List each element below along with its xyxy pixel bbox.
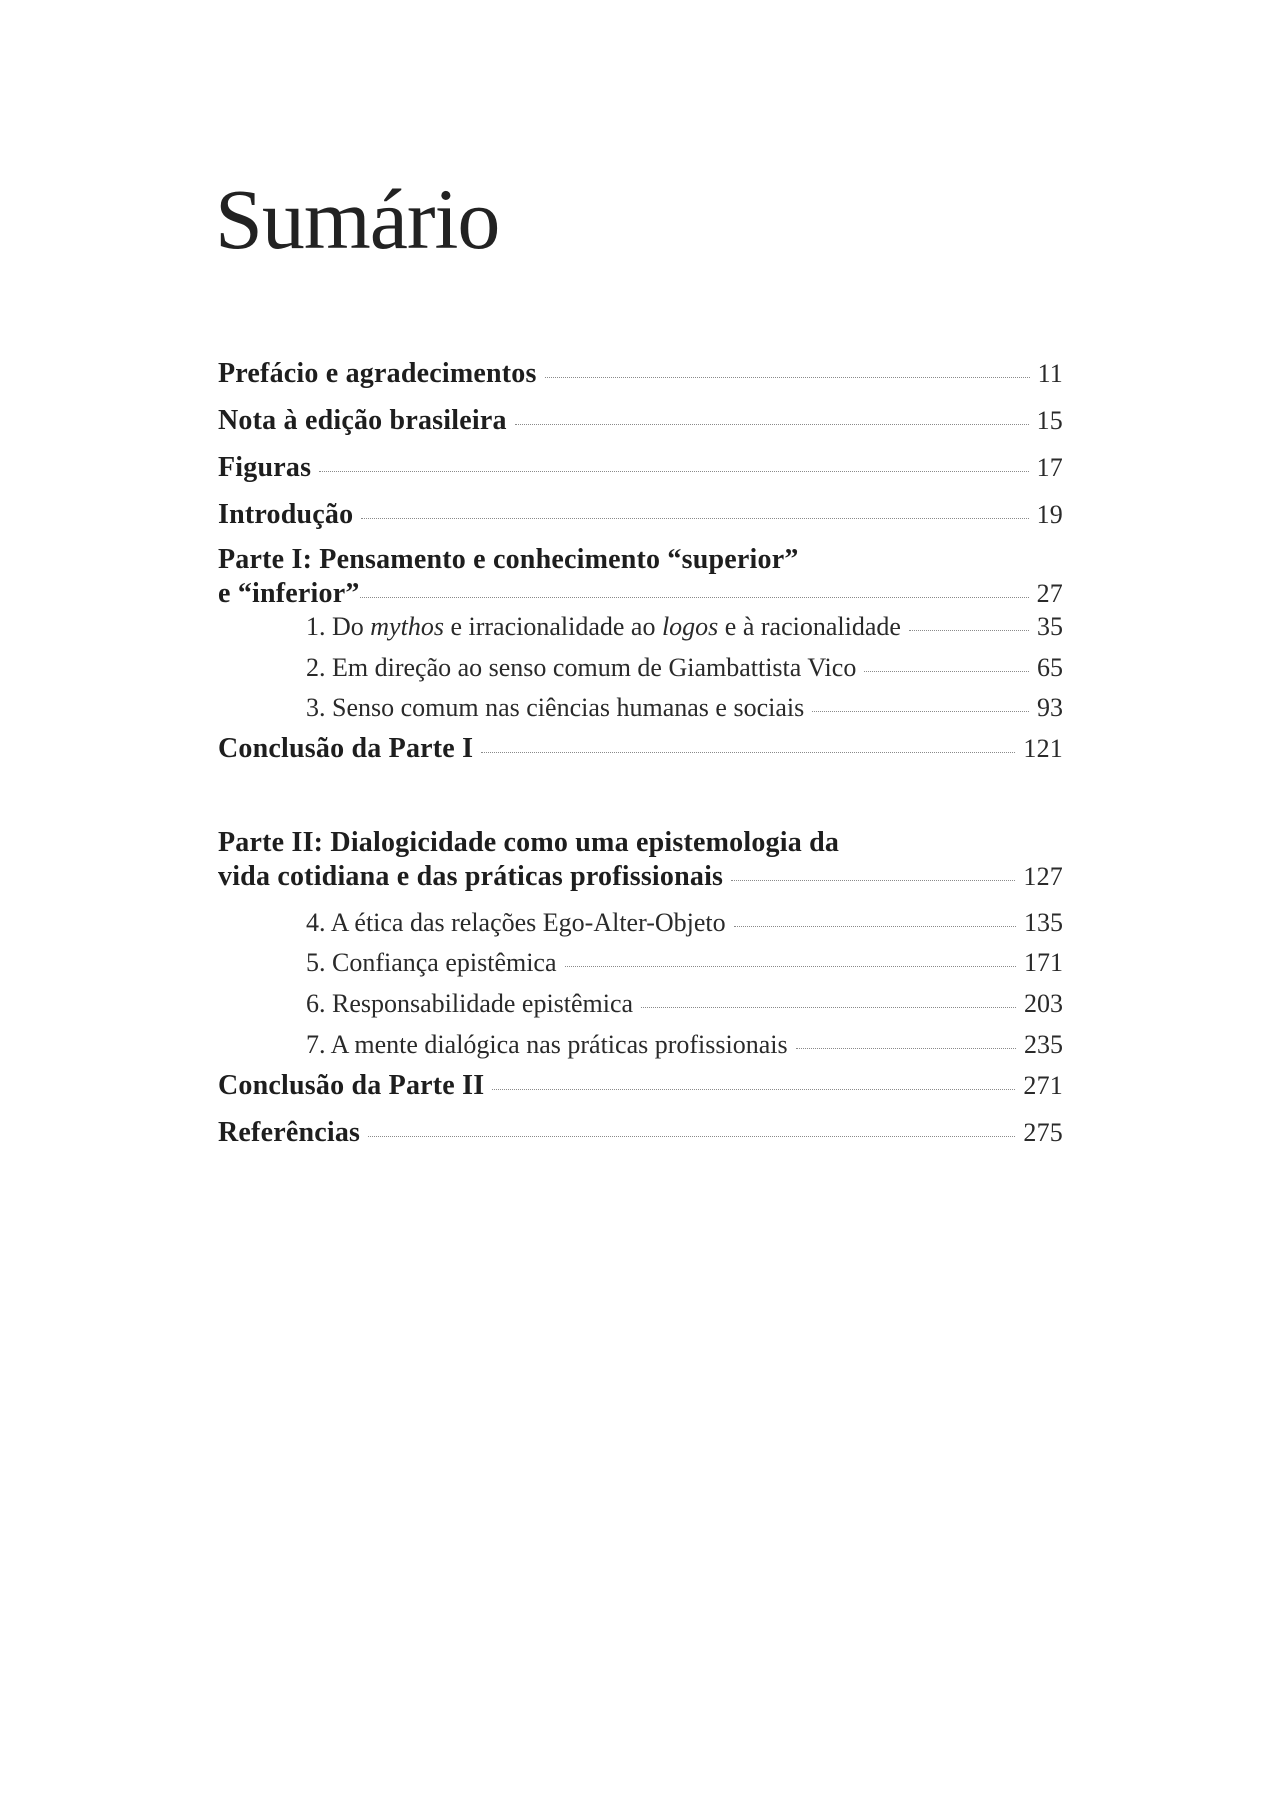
toc-entry-cap3[interactable] (306, 693, 1063, 723)
toc-page-number: 271 (1023, 1071, 1063, 1100)
toc-entry-cap4[interactable] (306, 908, 1063, 938)
dot-leader (909, 630, 1029, 631)
toc-page-number: 275 (1023, 1118, 1063, 1147)
italic-term-logos: logos (661, 612, 719, 641)
toc-entry-label: Conclusão da Parte II (218, 1070, 485, 1101)
toc-page-number: 35 (1037, 612, 1063, 641)
toc-entry-cap7[interactable] (306, 1030, 1063, 1060)
dot-leader (641, 1007, 1016, 1008)
toc-page-number: 17 (1036, 453, 1063, 482)
dot-leader (734, 926, 1016, 927)
toc-page-number: 11 (1037, 359, 1063, 388)
toc-entry-label: 5. Confiança epistêmica (306, 948, 557, 977)
toc-page-number: 65 (1037, 653, 1063, 682)
dot-leader (361, 518, 1028, 519)
toc-entry-conclusao-parte1[interactable] (218, 733, 1063, 765)
dot-leader (565, 966, 1016, 967)
toc-entry-label: vida cotidiana e das práticas profissionais (218, 861, 724, 892)
toc-entry-introducao[interactable] (218, 499, 1063, 531)
toc-entry-parte2[interactable] (218, 861, 1063, 893)
toc-entry-label: 2. Em direção ao senso comum de Giambattista Vico (306, 653, 857, 682)
dot-leader (481, 752, 1015, 753)
toc-entry-cap1[interactable] (306, 612, 1063, 642)
toc-page-number: 93 (1037, 693, 1063, 722)
dot-leader (545, 377, 1030, 378)
toc-page-number: 15 (1036, 406, 1063, 435)
toc-entry-cap6[interactable] (306, 989, 1063, 1019)
toc-entry-label: e “inferior” (218, 578, 360, 609)
toc-entry-nota[interactable] (218, 405, 1063, 437)
dot-leader (492, 1089, 1015, 1090)
dot-leader (360, 597, 1029, 598)
toc-entry-label: Nota à edição brasileira (218, 405, 507, 436)
toc-entry-label: 1. Do mythos e irracionalidade ao logos e à racionalidade (306, 612, 901, 641)
toc-page-number: 121 (1023, 734, 1063, 763)
toc-entry-cap2[interactable] (306, 653, 1063, 683)
dot-leader (515, 424, 1029, 425)
toc-page-number: 235 (1024, 1030, 1063, 1059)
toc-page-number: 19 (1036, 500, 1063, 529)
toc-page-number: 127 (1023, 862, 1063, 891)
toc-entry-referencias[interactable] (218, 1117, 1063, 1149)
page-title: Sumário (215, 171, 500, 267)
dot-leader (368, 1136, 1015, 1137)
toc-entry-label: Conclusão da Parte I (218, 733, 474, 764)
toc-entry-prefacio[interactable] (218, 358, 1063, 390)
toc-entry-figuras[interactable] (218, 452, 1063, 484)
dot-leader (796, 1048, 1016, 1049)
dot-leader (731, 880, 1015, 881)
toc-page-number: 135 (1024, 908, 1063, 937)
toc-page-number: 27 (1036, 579, 1063, 608)
toc-entry-label: 6. Responsabilidade epistêmica (306, 989, 634, 1018)
toc-entry-label: Referências (218, 1117, 361, 1148)
toc-entry-label: 4. A ética das relações Ego-Alter-Objeto (306, 908, 726, 937)
toc-page-number: 203 (1024, 989, 1063, 1018)
italic-term-mythos: mythos (370, 612, 444, 641)
toc-entry-label: Figuras (218, 452, 312, 483)
toc-entry-label: Prefácio e agradecimentos (218, 358, 537, 389)
toc-part1-title-line1: Parte I: Pensamento e conhecimento “superior” (218, 544, 799, 575)
dot-leader (864, 671, 1029, 672)
toc-entry-conclusao-parte2[interactable] (218, 1070, 1063, 1102)
toc-entry-label: Introdução (218, 499, 354, 530)
toc-entry-label: 7. A mente dialógica nas práticas profissionais (306, 1030, 788, 1059)
toc-page-number: 171 (1024, 948, 1063, 977)
toc-entry-label: 3. Senso comum nas ciências humanas e sociais (306, 693, 805, 722)
toc-entry-cap5[interactable] (306, 948, 1063, 978)
toc-entry-parte1[interactable] (218, 578, 1063, 610)
dot-leader (319, 471, 1028, 472)
toc-part2-title-line1: Parte II: Dialogicidade como uma epistemologia da (218, 827, 840, 858)
dot-leader (812, 711, 1029, 712)
